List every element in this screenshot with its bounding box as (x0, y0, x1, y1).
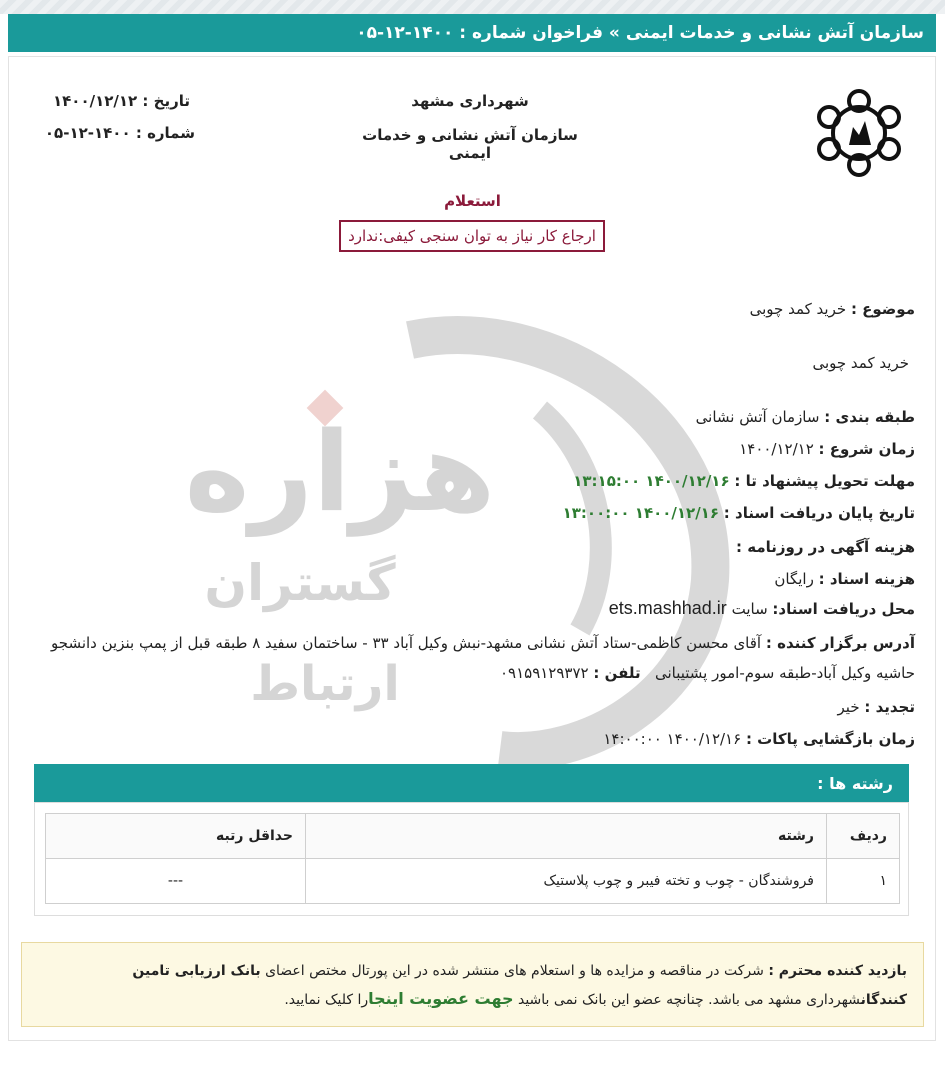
cell-index: ۱ (827, 859, 900, 904)
page-header (8, 14, 936, 52)
category-label: طبقه بندی : (824, 408, 915, 426)
col-header-field: رشته (306, 814, 827, 859)
table-row (46, 859, 900, 904)
notice-text-3: را کلیک نمایید. (284, 992, 369, 1008)
deadline-row (573, 472, 915, 490)
subject-label: موضوع : (850, 300, 915, 318)
subject-value: خرید کمد چوبی (749, 300, 847, 318)
organizer-value: آقای محسن کاظمی-ستاد آتش نشانی مشهد-نبش وکیل آباد ۳۳ - ساختمان سفید ۸ طبقه قبل از پمپ بنزین دانشجو حاشیه وکیل آباد-طبقه سوم-امور پشتیبانی (51, 634, 915, 682)
start-label: زمان شروع : (818, 440, 915, 458)
renewal-row (838, 698, 915, 716)
phone-value: ۰۹۱۵۹۱۲۹۳۷۲ (499, 664, 589, 682)
referral-text: ارجاع کار نیاز به توان سنجی کیفی:ندارد (348, 227, 596, 245)
cell-min-rank: --- (46, 859, 306, 904)
opening-row (603, 730, 915, 748)
date-value: ۱۴۰۰/۱۲/۱۲ (52, 92, 138, 110)
watermark-sub-text-2: ارتباط (250, 656, 400, 712)
description-text: خرید کمد چوبی (812, 354, 909, 372)
opening-label: زمان بازگشایی پاکات : (745, 730, 915, 748)
phone-label: تلفن : (593, 664, 641, 682)
fields-section-header (34, 764, 909, 802)
visitor-notice (21, 942, 924, 1027)
membership-link[interactable]: جهت عضویت اینجا (368, 989, 514, 1008)
fields-table-container (34, 802, 909, 916)
renewal-label: تجدید : (864, 698, 915, 716)
doc-place-prefix: سایت (731, 600, 768, 618)
notice-intro: بازدید کننده محترم : (768, 963, 907, 979)
organizer-label: آدرس برگزار کننده : (765, 634, 915, 652)
category-value: سازمان آتش نشانی (695, 408, 820, 426)
doc-cost-value: رایگان (774, 570, 814, 588)
renewal-value: خیر (837, 698, 860, 716)
date-label: تاریخ : (142, 92, 190, 110)
ad-cost-label: هزینه آگهی در روزنامه : (736, 538, 915, 556)
notice-bank-name: بانک ارزیابی تامین کنندگان (132, 963, 907, 1008)
number-value: ۱۴۰۰-۱۲-۰۵ (44, 124, 131, 142)
fields-table (45, 813, 900, 904)
cell-field: فروشندگان - چوب و تخته فیبر و چوب پلاستیک (306, 859, 827, 904)
deadline-label: مهلت تحویل پیشنهاد تا : (734, 472, 915, 490)
notice-text-2: شهرداری مشهد می باشد. چنانچه عضو این بانک نمی باشید (517, 992, 861, 1008)
top-stripe (0, 0, 945, 14)
date-line (40, 92, 190, 110)
org-name-municipality: شهرداری مشهد (411, 92, 529, 110)
col-header-min-rank: حداقل رتبه (46, 814, 306, 859)
subject-row (750, 300, 915, 318)
col-header-index: ردیف (827, 814, 900, 859)
notice-text-1: شرکت در مناقصه و مزایده ها و استعلام های منتشر شده در این پورتال مختص اعضای (265, 963, 764, 979)
docs-end-label: تاریخ پایان دریافت اسناد : (723, 504, 915, 522)
doc-cost-row (774, 570, 915, 588)
number-label: شماره : (135, 124, 195, 142)
mashhad-municipality-logo-icon (813, 87, 905, 179)
start-value: ۱۴۰۰/۱۲/۱۲ (739, 440, 814, 458)
watermark-sub-text-1: گستران (204, 554, 396, 612)
deadline-value: ۱۴۰۰/۱۲/۱۶ ۱۳:۱۵:۰۰ (573, 472, 730, 490)
header-title: سازمان آتش نشانی و خدمات ایمنی » فراخوان شماره : ۱۴۰۰-۱۲-۰۵ (356, 23, 924, 43)
doc-place-site-link[interactable]: ets.mashhad.ir (608, 598, 727, 618)
org-name-fire-dept: سازمان آتش نشانی و خدمات ایمنی (362, 126, 578, 162)
opening-value: ۱۴۰۰/۱۲/۱۶ ۱۴:۰۰:۰۰ (603, 730, 742, 748)
organizer-address-block (30, 628, 915, 688)
category-row (696, 408, 915, 426)
description-row (812, 354, 909, 372)
docs-end-row (563, 504, 915, 522)
referral-box (339, 220, 605, 252)
fields-section-title: رشته ها : (817, 773, 893, 793)
start-row (739, 440, 915, 458)
doc-cost-label: هزینه اسناد : (818, 570, 915, 588)
table-header-row (46, 814, 900, 859)
doc-place-row (609, 598, 915, 619)
ad-cost-row (736, 538, 915, 556)
watermark-main-text: هزاره (184, 408, 496, 536)
inquiry-title: استعلام (444, 192, 501, 210)
number-line (40, 124, 195, 142)
doc-place-label: محل دریافت اسناد: (772, 600, 915, 618)
docs-end-value: ۱۴۰۰/۱۲/۱۶ ۱۳:۰۰:۰۰ (562, 504, 719, 522)
